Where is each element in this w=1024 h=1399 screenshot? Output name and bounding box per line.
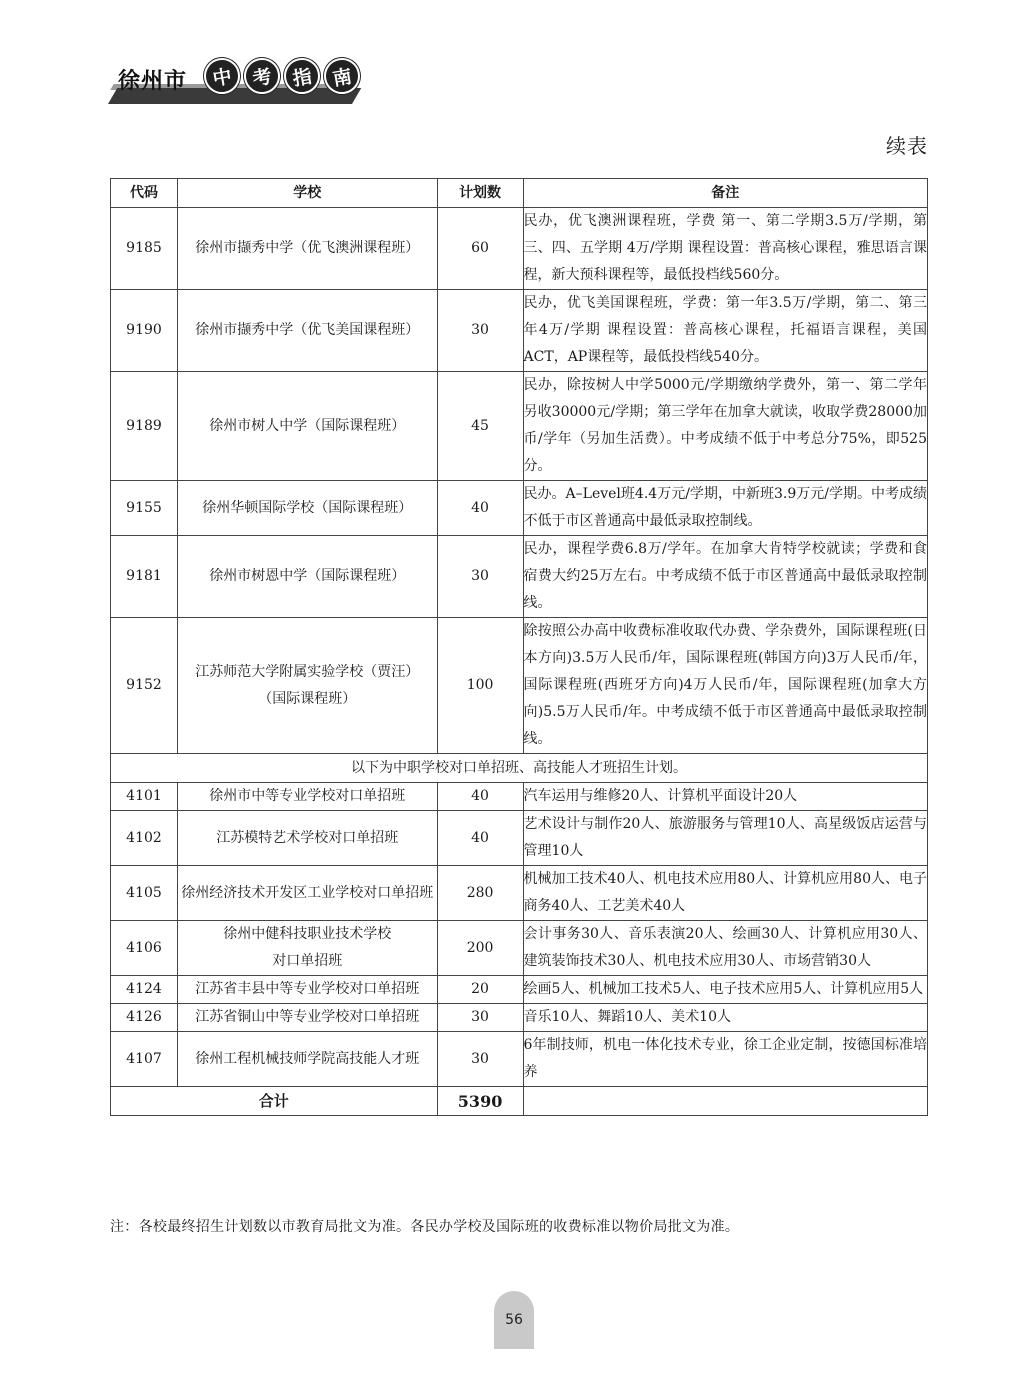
row-code: 4106 [111, 921, 178, 976]
total-note-empty [523, 1087, 927, 1116]
row-school [177, 921, 437, 976]
table-row [111, 1032, 928, 1087]
row-code: 9155 [111, 481, 178, 536]
row-code: 9190 [111, 290, 178, 372]
table-row [111, 1004, 928, 1032]
row-code: 9181 [111, 536, 178, 618]
row-code: 4102 [111, 811, 178, 866]
row-note: 民办，优飞澳洲课程班，学费 第一、第二学期3.5万/学期，第三、四、五学期 4万/学期 课程设置：普高核心课程，雅思语言课程，新大预科课程等，最低投档线560分。 [523, 208, 927, 290]
table-header-row [111, 179, 928, 208]
row-school: 江苏省丰县中等专业学校对口单招班 [177, 976, 437, 1004]
total-label: 合计 [111, 1087, 438, 1116]
row-school [177, 618, 437, 754]
row-plan: 40 [437, 783, 523, 811]
section-divider-text: 以下为中职学校对口单招班、高技能人才班招生计划。 [111, 754, 928, 783]
row-note: 民办，优飞美国课程班，学费：第一年3.5万/学期，第二、第三年4万/学期 课程设置：普高核心课程，托福语言课程，美国ACT，AP课程等，最低投档线540分。 [523, 290, 927, 372]
row-code: 9152 [111, 618, 178, 754]
total-value: 5390 [437, 1087, 523, 1116]
row-school: 徐州市树人中学（国际课程班） [177, 372, 437, 481]
row-plan: 45 [437, 372, 523, 481]
banner-title [204, 58, 360, 94]
row-note: 音乐10人、舞蹈10人、美术10人 [523, 1004, 927, 1032]
total-row [111, 1087, 928, 1116]
row-school-line: 徐州中健科技职业技术学校 [223, 926, 392, 942]
row-note: 艺术设计与制作20人、旅游服务与管理10人、高星级饭店运营与管理10人 [523, 811, 927, 866]
row-plan: 30 [437, 536, 523, 618]
table-row [111, 811, 928, 866]
table-row [111, 618, 928, 754]
row-plan: 30 [437, 1004, 523, 1032]
banner-city: 徐州市 [118, 69, 188, 94]
row-plan: 40 [437, 811, 523, 866]
row-school: 徐州经济技术开发区工业学校对口单招班 [177, 866, 437, 921]
enrollment-table [110, 178, 928, 1116]
row-plan: 40 [437, 481, 523, 536]
row-note: 会计事务30人、音乐表演20人、绘画30人、计算机应用30人、建筑装饰技术30人、机电技术应用30人、市场营销30人 [523, 921, 927, 976]
row-note: 民办。A–Level班4.4万元/学期，中新班3.9万元/学期。中考成绩不低于市区普通高中最低录取控制线。 [523, 481, 927, 536]
row-school-line: 对口单招班 [272, 953, 343, 969]
row-school-line: （国际课程班） [258, 690, 357, 707]
table-row [111, 481, 928, 536]
row-code: 4107 [111, 1032, 178, 1087]
banner-char: 指 [281, 55, 323, 97]
row-school: 江苏省铜山中等专业学校对口单招班 [177, 1004, 437, 1032]
column-header-note: 备注 [523, 179, 927, 208]
row-note: 机械加工技术40人、机电技术应用80人、计算机应用80人、电子商务40人、工艺美术40人 [523, 866, 927, 921]
row-plan: 20 [437, 976, 523, 1004]
row-plan: 60 [437, 208, 523, 290]
row-note: 6年制技师，机电一体化技术专业，徐工企业定制，按德国标准培养 [523, 1032, 927, 1087]
table-row [111, 921, 928, 976]
row-note: 绘画5人、机械加工技术5人、电子技术应用5人、计算机应用5人 [523, 976, 927, 1004]
row-code: 9189 [111, 372, 178, 481]
row-code: 4105 [111, 866, 178, 921]
row-note: 除按照公办高中收费标准收取代办费、学杂费外，国际课程班(日本方向)3.5万人民币/年，国际课程班(韩国方向)3万人民币/年，国际课程班(西班牙方向)4万人民币/年，国际课程班(加拿大方向)5.5万人民币/年。中考成绩不低于市区普通高中最低录取控制线。 [523, 618, 927, 754]
row-school: 徐州市撷秀中学（优飞美国课程班） [177, 290, 437, 372]
row-school: 徐州华顿国际学校（国际课程班） [177, 481, 437, 536]
row-school: 徐州市树恩中学（国际课程班） [177, 536, 437, 618]
table-row [111, 208, 928, 290]
row-school-line: 江苏师范大学附属实验学校（贾汪） [195, 663, 420, 680]
section-divider-row [111, 754, 928, 783]
header-banner [108, 58, 358, 110]
row-plan: 30 [437, 1032, 523, 1087]
row-note: 民办，除按树人中学5000元/学期缴纳学费外，第一、第二学年另收30000元/学期；第三学年在加拿大就读，收取学费28000加币/学年（另加生活费）。中考成绩不低于中考总分75%，即525分。 [523, 372, 927, 481]
table-row [111, 372, 928, 481]
table-row [111, 536, 928, 618]
column-header-plan: 计划数 [437, 179, 523, 208]
banner-char: 南 [321, 55, 363, 97]
row-school: 徐州市撷秀中学（优飞澳洲课程班） [177, 208, 437, 290]
row-code: 4126 [111, 1004, 178, 1032]
continued-label: 续表 [886, 134, 928, 158]
footnote: 注：各校最终招生计划数以市教育局批文为准。各民办学校及国际班的收费标准以物价局批文为准。 [110, 1219, 740, 1235]
row-note: 民办，课程学费6.8万/学年。在加拿大肯特学校就读；学费和食宿费大约25万左右。中考成绩不低于市区普通高中最低录取控制线。 [523, 536, 927, 618]
row-plan: 30 [437, 290, 523, 372]
banner-char: 中 [201, 55, 243, 97]
column-header-code: 代码 [111, 179, 178, 208]
row-school: 江苏模特艺术学校对口单招班 [177, 811, 437, 866]
row-code: 4124 [111, 976, 178, 1004]
row-code: 9185 [111, 208, 178, 290]
row-school: 徐州市中等专业学校对口单招班 [177, 783, 437, 811]
row-plan: 280 [437, 866, 523, 921]
table-row [111, 976, 928, 1004]
row-school: 徐州工程机械技师学院高技能人才班 [177, 1032, 437, 1087]
row-plan: 200 [437, 921, 523, 976]
table-row [111, 783, 928, 811]
banner-char: 考 [241, 55, 283, 97]
row-code: 4101 [111, 783, 178, 811]
row-note: 汽车运用与维修20人、计算机平面设计20人 [523, 783, 927, 811]
table-row [111, 290, 928, 372]
row-plan: 100 [437, 618, 523, 754]
column-header-school: 学校 [177, 179, 437, 208]
page-number: 56 [494, 1291, 534, 1349]
table-row [111, 866, 928, 921]
